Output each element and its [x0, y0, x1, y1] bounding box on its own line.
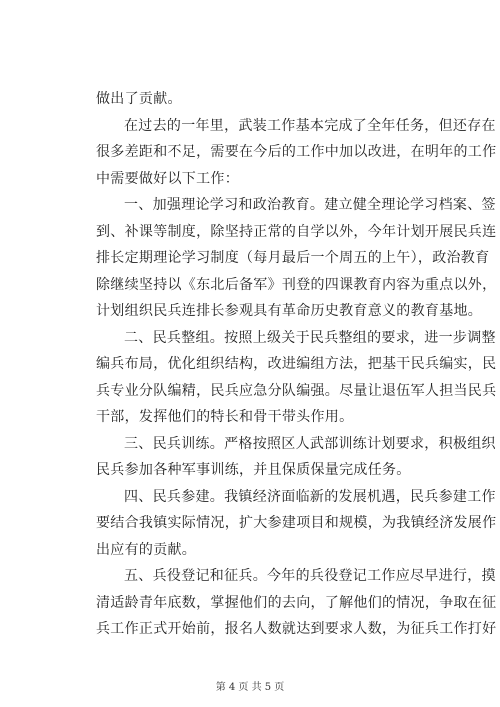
- text-line: 一、加强理论学习和政治教育。建立健全理论学习档案、签: [124, 197, 496, 213]
- text-line: 兵专业分队编精，民兵应急分队编强。尽量让退伍军人担当民兵: [96, 382, 497, 399]
- text-line: 计划组织民兵连排长参观具有革命历史教育意义的教育基地。: [96, 303, 483, 319]
- body-text: [96, 86, 497, 643]
- text-line: 兵工作正式开始前，报名人数就达到要求人数，为征兵工作打好: [96, 621, 497, 637]
- text-line: 除继续坚持以《东北后备军》刊登的四课教育内容为重点以外，: [96, 276, 497, 293]
- text-line: 在过去的一年里，武装工作基本完成了全年任务，但还存在: [124, 117, 496, 134]
- text-line: 五、兵役登记和征兵。今年的兵役登记工作应尽早进行，摸: [124, 568, 496, 584]
- text-line: 很多差距和不足，需要在今后的工作中加以改进，在明年的工作: [96, 144, 497, 160]
- text-line: 排长定期理论学习制度（每月最后一个周五的上午），政治教育: [96, 250, 490, 266]
- text-line: 编兵布局，优化组织结构，改进编组方法，把基干民兵编实，民: [96, 356, 497, 372]
- text-line: 三、民兵训练。严格按照区人武部训练计划要求，积极组织: [124, 435, 496, 452]
- text-line: 要结合我镇实际情况，扩大参建项目和规模，为我镇经济发展作: [96, 515, 497, 531]
- text-line: 干部，发挥他们的特长和骨干带头作用。: [96, 409, 354, 425]
- text-line: 中需要做好以下工作：: [96, 170, 239, 187]
- page-number-footer: 第 4 页 共 5 页: [215, 682, 285, 693]
- text-line: 到、补课等制度，除坚持正常的自学以外，今年计划开展民兵连: [96, 223, 497, 240]
- text-line: 四、民兵参建。我镇经济面临新的发展机遇，民兵参建工作: [124, 488, 496, 505]
- text-line: 清适龄青年底数，掌握他们的去向，了解他们的情况，争取在征: [96, 594, 497, 611]
- text-line: 做出了贡献。: [96, 91, 182, 107]
- text-line: 二、民兵整组。按照上级关于民兵整组的要求，进一步调整: [124, 329, 496, 346]
- text-line: 民兵参加各种军事训练，并且保质保量完成任务。: [96, 462, 411, 478]
- text-line: 出应有的贡献。: [96, 541, 197, 558]
